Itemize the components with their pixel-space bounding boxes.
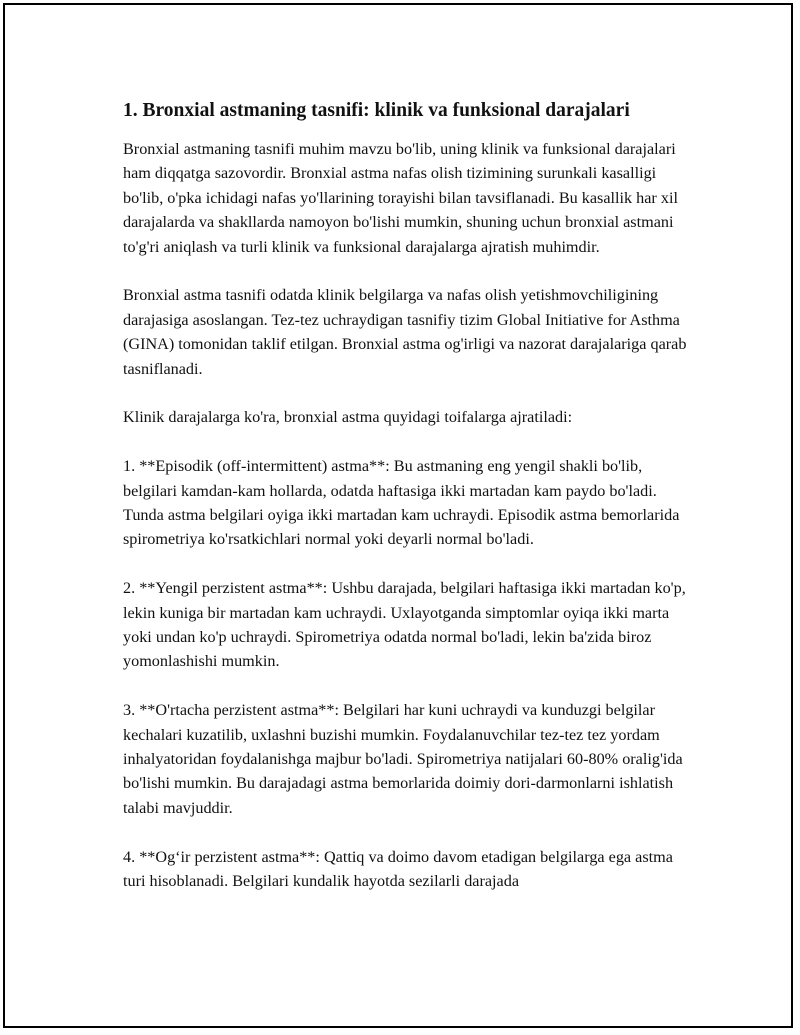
- list-item-moderate-persistent-asthma: 3. **O'rtacha perzistent astma**: Belgilari har kuni uchraydi va kunduzgi belgilar kechalari kuzatilib, uxlashni buzishi mumkin. Foydalanuvchilar tez-tez tez yordam inhalyatoridan foydalanishga majbur bo'ladi. Spirometriya natijalari 60-80% oralig'ida bo'lishi mumkin. Bu darajadagi astma bemorlarida doimiy dori-darmonlarni ishlatish talabi mavjuddir.: [123, 701, 683, 817]
- list-item-episodic-asthma: 1. **Episodik (off-intermittent) astma**: Bu astmaning eng yengil shakli bo'lib, belgilari kamdan-kam hollarda, odatda haftasiga ikki martadan kam paydo bo'ladi. Tunda astma belgilari oyiga ikki martadan kam uchraydi. Episodik astma bemorlarida spirometriya ko'rsatkichlari normal yoki deyarli normal bo'ladi.: [123, 457, 680, 549]
- document-title: 1. Bronxial astmaning tasnifi: klinik va funksional darajalari: [123, 100, 630, 121]
- page-frame: [3, 3, 793, 1028]
- list-item-mild-persistent-asthma: 2. **Yengil perzistent astma**: Ushbu darajada, belgilari haftasiga ikki martadan ko'p, lekin kuniga bir martadan kam uchraydi. Uxlayotganda simptomlar oyiqa ikki marta yoki undan ko'p uchraydi. Spirometriya odatda normal bo'ladi, lekin ba'zida biroz yomonlashishi mumkin.: [123, 579, 686, 671]
- paragraph-clinical-levels: Klinik darajalarga ko'ra, bronxial astma quyidagi toifalarga ajratiladi:: [123, 408, 573, 427]
- paragraph-intro: Bronxial astmaning tasnifi muhim mavzu bo'lib, uning klinik va funksional darajalari ham diqqatga sazovordir. Bronxial astma nafas olish tizimining surunkali kasalligi bo'lib, o'pka ichidagi nafas yo'llarining torayishi bilan tavsiflanadi. Bu kasallik har xil darajalarda va shakllarda namoyon bo'lishi mumkin, shuning uchun bronxial astmani to'g'ri aniqlash va turli klinik va funksional darajalarga ajratish muhimdir.: [123, 140, 678, 256]
- document-body: [123, 97, 693, 918]
- paragraph-classification: Bronxial astma tasnifi odatda klinik belgilarga va nafas olish yetishmovchiligining darajasiga asoslangan. Tez-tez uchraydigan tasnifiy tizim Global Initiative for Asthma (GINA) tomonidan taklif etilgan. Bronxial astma og'irligi va nazorat darajalariga qarab tasniflanadi.: [123, 286, 687, 378]
- list-item-severe-persistent-asthma: 4. **Og‘ir perzistent astma**: Qattiq va doimo davom etadigan belgilarga ega astma turi hisoblanadi. Belgilari kundalik hayotda sezilarli darajada: [123, 847, 673, 891]
